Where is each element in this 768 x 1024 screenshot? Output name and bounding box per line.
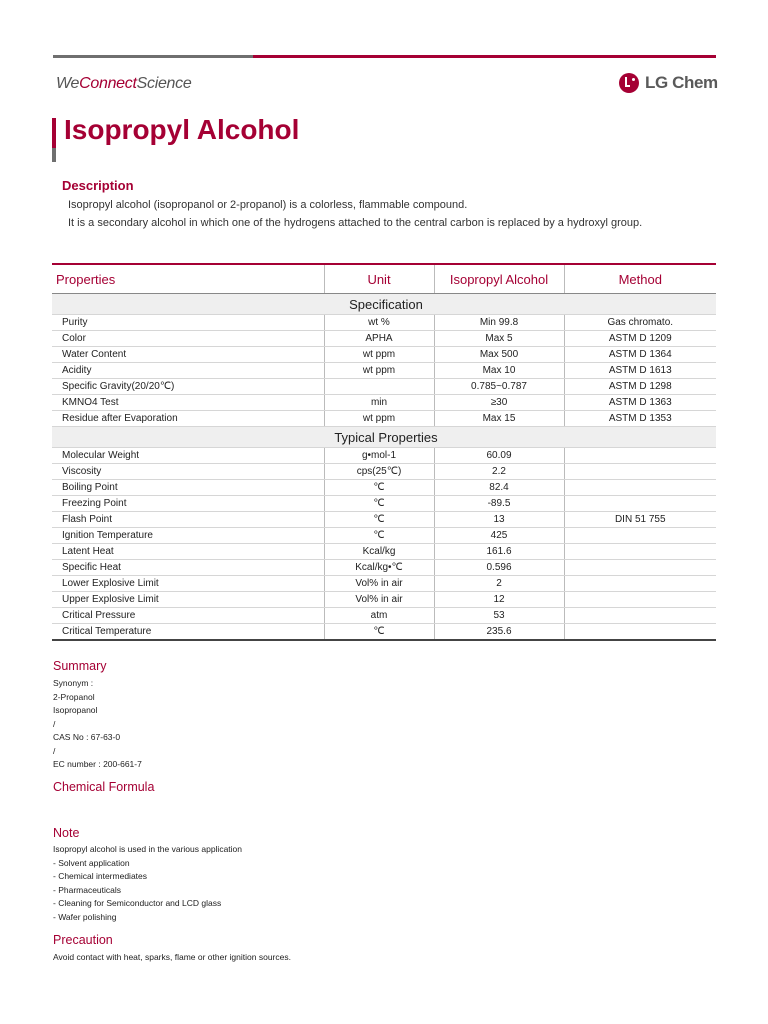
unit-cell: wt ppm xyxy=(324,363,434,379)
method-cell: ASTM D 1613 xyxy=(564,363,716,379)
summary-line: CAS No : 67-63-0 xyxy=(53,732,121,742)
summary-line: EC number : 200-661-7 xyxy=(53,759,142,769)
brand-part-1: We xyxy=(56,75,80,92)
table-row xyxy=(52,395,716,411)
summary-line: Isopropanol xyxy=(53,705,98,715)
table-row xyxy=(52,544,716,560)
table-row xyxy=(52,347,716,363)
summary-line: Synonym : xyxy=(53,678,94,688)
value-cell: 13 xyxy=(434,512,564,528)
property-name: Freezing Point xyxy=(52,496,324,512)
table-header-row xyxy=(52,264,716,294)
note-line: - Cleaning for Semiconductor and LCD glass xyxy=(53,898,222,908)
method-cell: ASTM D 1363 xyxy=(564,395,716,411)
chemical-formula-heading: Chemical Formula xyxy=(53,780,155,794)
description-heading: Description xyxy=(62,178,134,193)
value-cell: 0.596 xyxy=(434,560,564,576)
unit-cell: ℃ xyxy=(324,624,434,641)
header-method: Method xyxy=(564,264,716,294)
page-title: Isopropyl Alcohol xyxy=(64,114,300,145)
unit-cell: cps(25℃) xyxy=(324,464,434,480)
description-line: It is a secondary alcohol in which one of the hydrogens attached to the central carbon is replaced by a hydroxyl group. xyxy=(68,217,643,229)
table-row xyxy=(52,560,716,576)
header-rule-gray xyxy=(53,55,253,58)
section-title: Specification xyxy=(52,294,716,315)
property-name: Specific Heat xyxy=(52,560,324,576)
value-cell: Max 500 xyxy=(434,347,564,363)
brand-part-3: Science xyxy=(136,75,192,92)
unit-cell: ℃ xyxy=(324,496,434,512)
table-row xyxy=(52,379,716,395)
table-section-row xyxy=(52,427,716,448)
table-section-row xyxy=(52,294,716,315)
method-cell: ASTM D 1353 xyxy=(564,411,716,427)
table-row xyxy=(52,448,716,464)
property-name: Color xyxy=(52,331,324,347)
value-cell: Max 10 xyxy=(434,363,564,379)
property-name: Purity xyxy=(52,315,324,331)
table-row xyxy=(52,592,716,608)
unit-cell: Vol% in air xyxy=(324,576,434,592)
property-name: Ignition Temperature xyxy=(52,528,324,544)
property-name: Lower Explosive Limit xyxy=(52,576,324,592)
unit-cell: Kcal/kg•℃ xyxy=(324,560,434,576)
unit-cell xyxy=(324,379,434,395)
method-cell: Gas chromato. xyxy=(564,315,716,331)
property-name: KMNO4 Test xyxy=(52,395,324,411)
note-line: - Solvent application xyxy=(53,857,130,868)
value-cell: 60.09 xyxy=(434,448,564,464)
value-cell: ≥30 xyxy=(434,395,564,411)
property-name: Specific Gravity(20/20℃) xyxy=(52,379,324,395)
property-name: Critical Temperature xyxy=(52,624,324,641)
method-cell xyxy=(564,496,716,512)
method-cell xyxy=(564,592,716,608)
value-cell: 2 xyxy=(434,576,564,592)
table-row xyxy=(52,315,716,331)
unit-cell: g•mol-1 xyxy=(324,448,434,464)
property-name: Water Content xyxy=(52,347,324,363)
property-name: Critical Pressure xyxy=(52,608,324,624)
unit-cell: wt ppm xyxy=(324,411,434,427)
precaution-text xyxy=(53,951,291,965)
method-cell: ASTM D 1298 xyxy=(564,379,716,395)
unit-cell: wt ppm xyxy=(324,347,434,363)
lg-logo-icon xyxy=(619,73,639,93)
method-cell: ASTM D 1209 xyxy=(564,331,716,347)
value-cell: 425 xyxy=(434,528,564,544)
unit-cell: Kcal/kg xyxy=(324,544,434,560)
property-name: Flash Point xyxy=(52,512,324,528)
table-row xyxy=(52,411,716,427)
note-line: - Chemical intermediates xyxy=(53,871,148,881)
property-name: Residue after Evaporation xyxy=(52,411,324,427)
method-cell xyxy=(564,560,716,576)
note-line: - Pharmaceuticals xyxy=(53,884,122,895)
section-title: Typical Properties xyxy=(52,427,716,448)
table-row xyxy=(52,331,716,347)
value-cell: 161.6 xyxy=(434,544,564,560)
method-cell xyxy=(564,528,716,544)
brand-tagline xyxy=(56,75,191,93)
header-properties: Properties xyxy=(52,264,324,294)
lg-chem-logo xyxy=(619,73,718,93)
properties-table xyxy=(52,263,716,641)
title-accent-bar xyxy=(52,118,56,148)
note-line: - Wafer polishing xyxy=(53,911,117,922)
value-cell: -89.5 xyxy=(434,496,564,512)
description-line: Isopropyl alcohol (isopropanol or 2-propanol) is a colorless, flammable compound. xyxy=(68,199,468,211)
table-row xyxy=(52,363,716,379)
unit-cell: ℃ xyxy=(324,480,434,496)
value-cell: Max 15 xyxy=(434,411,564,427)
property-name: Latent Heat xyxy=(52,544,324,560)
method-cell xyxy=(564,480,716,496)
unit-cell: atm xyxy=(324,608,434,624)
property-name: Boiling Point xyxy=(52,480,324,496)
summary-text xyxy=(53,677,142,772)
table-row xyxy=(52,480,716,496)
header-rule-red xyxy=(253,55,716,58)
value-cell: 235.6 xyxy=(434,624,564,641)
unit-cell: APHA xyxy=(324,331,434,347)
precaution-line: Avoid contact with heat, sparks, flame or other ignition sources. xyxy=(53,952,291,962)
unit-cell: Vol% in air xyxy=(324,592,434,608)
summary-line: 2-Propanol xyxy=(53,691,95,702)
method-cell xyxy=(564,544,716,560)
method-cell: ASTM D 1364 xyxy=(564,347,716,363)
property-name: Viscosity xyxy=(52,464,324,480)
note-heading: Note xyxy=(53,826,80,840)
method-cell: DIN 51 755 xyxy=(564,512,716,528)
title-accent-bar-gray xyxy=(52,148,56,162)
value-cell: 0.785~0.787 xyxy=(434,379,564,395)
note-line: Isopropyl alcohol is used in the various application xyxy=(53,844,243,854)
header-isopropyl-alcohol: Isopropyl Alcohol xyxy=(434,264,564,294)
summary-line: / xyxy=(53,745,56,756)
property-name: Acidity xyxy=(52,363,324,379)
unit-cell: ℃ xyxy=(324,512,434,528)
property-name: Upper Explosive Limit xyxy=(52,592,324,608)
precaution-heading: Precaution xyxy=(53,933,113,947)
value-cell: Min 99.8 xyxy=(434,315,564,331)
method-cell xyxy=(564,464,716,480)
summary-line: / xyxy=(53,718,56,729)
method-cell xyxy=(564,448,716,464)
unit-cell: wt % xyxy=(324,315,434,331)
header-unit: Unit xyxy=(324,264,434,294)
logo-text: LG Chem xyxy=(645,73,718,92)
note-text xyxy=(53,843,242,924)
table-row xyxy=(52,608,716,624)
value-cell: Max 5 xyxy=(434,331,564,347)
summary-heading: Summary xyxy=(53,659,107,673)
table-row xyxy=(52,528,716,544)
table-row xyxy=(52,464,716,480)
unit-cell: min xyxy=(324,395,434,411)
unit-cell: ℃ xyxy=(324,528,434,544)
value-cell: 82.4 xyxy=(434,480,564,496)
method-cell xyxy=(564,576,716,592)
table-row xyxy=(52,496,716,512)
value-cell: 2.2 xyxy=(434,464,564,480)
method-cell xyxy=(564,624,716,641)
value-cell: 53 xyxy=(434,608,564,624)
table-row xyxy=(52,512,716,528)
brand-part-2: Connect xyxy=(79,75,137,92)
table-row xyxy=(52,576,716,592)
property-name: Molecular Weight xyxy=(52,448,324,464)
method-cell xyxy=(564,608,716,624)
value-cell: 12 xyxy=(434,592,564,608)
table-row xyxy=(52,624,716,641)
header-rule xyxy=(53,55,716,58)
